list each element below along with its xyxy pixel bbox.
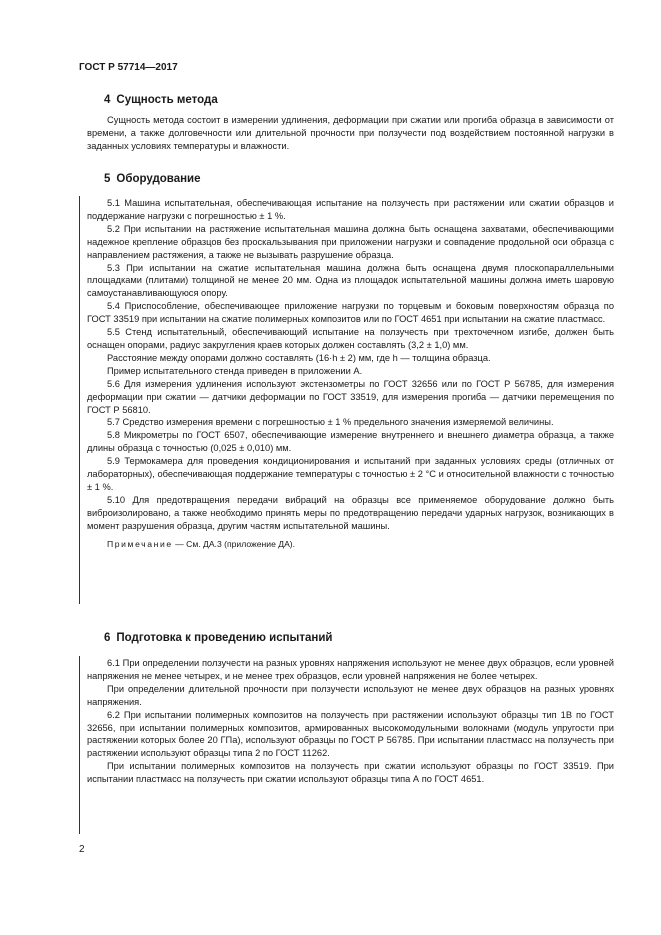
paragraph: 5.6 Для измерения удлинения используют экстензометры по ГОСТ 32656 или по ГОСТ Р 56785, для измерения деформации при сжатии — датчики деформации по ГОСТ 33519, для измерения прогиба — датчики перемещения по ГОСТ Р 56810.	[87, 378, 614, 415]
paragraph: 5.10 Для предотвращения передачи вибраций на образцы все применяемое оборудование должно быть виброизолировано, а также необходимо принять меры по предотвращению передачи ударных нагрузок, возникающих в момент разрушения образца, другим частям испытательной машины.	[87, 494, 614, 531]
paragraph: 5.8 Микрометры по ГОСТ 6507, обеспечивающие измерение внутреннего и внешнего диаметра образца, а также длины образца с точностью (0,025 ± 0,010) мм.	[87, 430, 614, 454]
paragraph: 6.2 При испытании полимерных композитов на ползучесть при растяжении используют образцы тип 1В по ГОСТ 32656, при испытании полимерных композитов, армированных высокомодульными волокнами (модуль упругости при растяжении которых более 20 ГПа), используют образцы по ГОСТ Р 56785. При испытании пластмасс на ползучесть при растяжении используют образцы типа 2 по ГОСТ 11262.	[87, 709, 614, 759]
document-header: ГОСТ Р 57714—2017	[79, 62, 178, 73]
section-number: 6	[104, 632, 111, 644]
section-5-title	[104, 173, 201, 185]
paragraph: 5.7 Средство измерения времени с погрешностью ± 1 % предельного значения измеряемой величины.	[107, 417, 554, 428]
paragraph: 5.9 Термокамера для проведения кондиционирования и испытаний при заданных условиях среды (отличных от лабораторных), обеспечивающая поддержание температуры с точностью ± 2 °С и относительной влажности с точностью ± 1 %.	[87, 456, 614, 492]
paragraph: 5.3 При испытании на сжатие испытательная машина должна быть оснащена двумя плоскопараллельными площадками (плитами) толщиной не менее 20 мм. Одна из площадок испытательной машины должна иметь шаровую самоустанавливающуюся опору.	[87, 262, 614, 299]
page-number: 2	[79, 844, 85, 855]
section-6-body	[87, 657, 614, 786]
section-5-body	[87, 197, 614, 550]
note-text: — См. ДА.3 (приложение ДА).	[172, 538, 296, 549]
paragraph: 5.5 Стенд испытательный, обеспечивающий испытание на ползучесть при трехточечном изгибе, должен быть оснащен опорами, радиус закругления краев которых должен составлять (3,2 ± 1,0) мм.	[87, 327, 614, 350]
section-title-text: Сущность метода	[116, 94, 218, 106]
section-title-text: Подготовка к проведению испытаний	[116, 632, 333, 644]
section-4-title	[104, 94, 218, 106]
paragraph: Пример испытательного стенда приведен в приложении А.	[107, 365, 363, 376]
paragraph: При испытании полимерных композитов на ползучесть при сжатии используют образцы по ГОСТ 33519. При испытании пластмасс на ползучесть при сжатии используют образцы типа А по ГОСТ 4651.	[87, 761, 614, 785]
paragraph: Сущность метода состоит в измерении удлинения, деформации при сжатии или прогиба образца в зависимости от времени, а также долговечности или длительной прочности при ползучести под воздействием постоянной нагрузки в заданных условиях температуры и влажности.	[87, 115, 614, 151]
paragraph: 5.4 Приспособление, обеспечивающее приложение нагрузки по торцевым и боковым поверхностям образца по ГОСТ 33519 при испытании на сжатие полимерных композитов или по ГОСТ 4651 при испытании на сжатие пластмасс.	[87, 301, 614, 325]
paragraph: 5.2 При испытании на растяжение испытательная машина должна быть оснащена захватами, обеспечивающими надежное крепление образцов без проскальзывания при приложении нагрузки и совпадение продольной оси образца с направлением растяжения, а также не вызывать разрушение образца.	[87, 223, 614, 260]
section-6-title	[104, 632, 332, 644]
paragraph: Расстояние между опорами должно составлять (16·h ± 2) мм, где h — толщина образца.	[107, 352, 491, 363]
paragraph: 6.1 При определении ползучести на разных уровнях напряжения используют не менее двух образцов, если уровней напряжения не менее четырех, и не менее трех образцов, если уровней напряжения не более четырех.	[87, 658, 614, 681]
section-number: 4	[104, 94, 111, 106]
section-title-text: Оборудование	[116, 173, 201, 185]
note-label: Примечание	[107, 538, 173, 549]
paragraph: 5.1 Машина испытательная, обеспечивающая испытание на ползучесть при растяжении или сжатии образцов и поддержание нагрузки с погрешностью ± 1 %.	[87, 198, 614, 221]
paragraph: При определении длительной прочности при ползучести используют не менее двух образцов на разных уровнях напряжения.	[87, 683, 614, 707]
section-number: 5	[104, 173, 111, 185]
section-4-body	[87, 114, 614, 153]
change-bar	[79, 196, 80, 604]
note	[87, 538, 614, 551]
change-bar	[79, 656, 80, 834]
